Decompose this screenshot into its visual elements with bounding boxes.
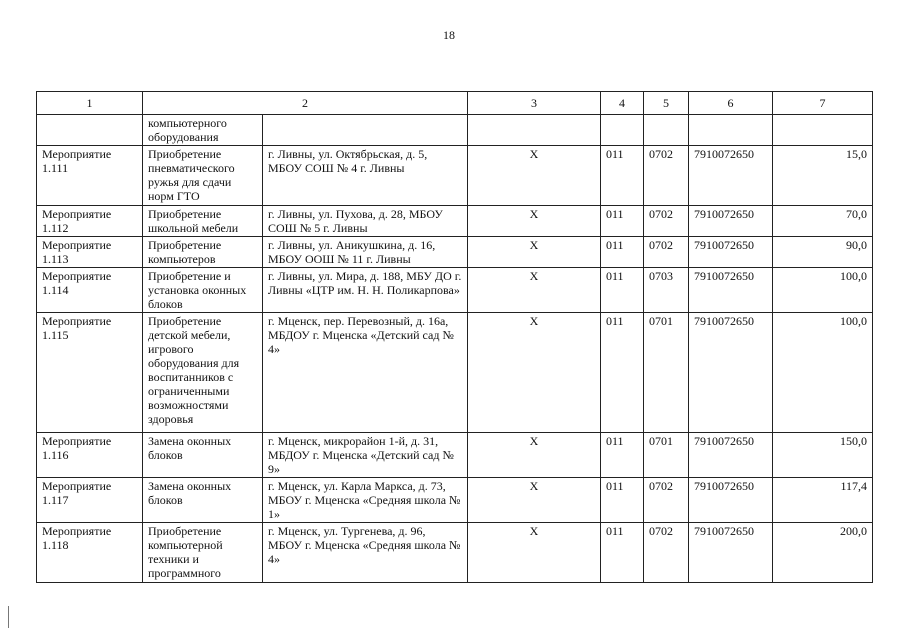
header-col-4: 4 <box>601 92 644 115</box>
name-cell: Приобретение пневматического ружья для сдачи норм ГТО <box>143 146 263 206</box>
code-4-cell: 011 <box>601 268 644 313</box>
budget-table <box>36 91 873 583</box>
amount-cell: 70,0 <box>773 206 873 237</box>
code-5-cell <box>644 115 689 146</box>
table-row <box>37 433 873 478</box>
code-5-cell: 0703 <box>644 268 689 313</box>
address-cell <box>263 115 468 146</box>
code-6-cell: 7910072650 <box>689 433 773 478</box>
event-cell: Мероприятие 1.118 <box>37 523 143 583</box>
table-row <box>37 237 873 268</box>
table-row <box>37 115 873 146</box>
table-row <box>37 478 873 523</box>
name-cell: Замена оконных блоков <box>143 433 263 478</box>
x-cell: X <box>468 478 601 523</box>
event-cell: Мероприятие 1.116 <box>37 433 143 478</box>
event-cell: Мероприятие 1.112 <box>37 206 143 237</box>
amount-cell: 100,0 <box>773 313 873 433</box>
x-cell: X <box>468 523 601 583</box>
table-row <box>37 268 873 313</box>
code-5-cell: 0702 <box>644 523 689 583</box>
code-6-cell: 7910072650 <box>689 523 773 583</box>
address-cell: г. Ливны, ул. Аникушкина, д. 16, МБОУ ООШ № 11 г. Ливны <box>263 237 468 268</box>
code-4-cell: 011 <box>601 313 644 433</box>
header-col-5: 5 <box>644 92 689 115</box>
code-5-cell: 0701 <box>644 433 689 478</box>
name-cell: компьютерного оборудования <box>143 115 263 146</box>
address-cell: г. Ливны, ул. Октябрьская, д. 5, МБОУ СОШ № 4 г. Ливны <box>263 146 468 206</box>
header-row <box>37 92 873 115</box>
table-row <box>37 523 873 583</box>
page-number: 18 <box>443 28 455 42</box>
address-cell: г. Ливны, ул. Пухова, д. 28, МБОУ СОШ № 5 г. Ливны <box>263 206 468 237</box>
amount-cell: 117,4 <box>773 478 873 523</box>
code-5-cell: 0702 <box>644 478 689 523</box>
amount-cell <box>773 115 873 146</box>
code-4-cell: 011 <box>601 433 644 478</box>
address-cell: г. Мценск, ул. Карла Маркса, д. 73, МБОУ г. Мценска «Средняя школа № 1» <box>263 478 468 523</box>
code-5-cell: 0701 <box>644 313 689 433</box>
code-4-cell: 011 <box>601 206 644 237</box>
event-cell: Мероприятие 1.113 <box>37 237 143 268</box>
x-cell: X <box>468 433 601 478</box>
amount-cell: 200,0 <box>773 523 873 583</box>
x-cell: X <box>468 268 601 313</box>
x-cell: X <box>468 313 601 433</box>
code-5-cell: 0702 <box>644 146 689 206</box>
header-col-6: 6 <box>689 92 773 115</box>
name-cell: Приобретение детской мебели, игрового оборудования для воспитанников с ограниченными возможностями здоровья <box>143 313 263 433</box>
event-cell: Мероприятие 1.117 <box>37 478 143 523</box>
code-6-cell: 7910072650 <box>689 313 773 433</box>
code-6-cell: 7910072650 <box>689 237 773 268</box>
scan-margin-mark <box>8 606 9 628</box>
amount-cell: 150,0 <box>773 433 873 478</box>
amount-cell: 15,0 <box>773 146 873 206</box>
event-cell: Мероприятие 1.111 <box>37 146 143 206</box>
code-4-cell <box>601 115 644 146</box>
header-col-7: 7 <box>773 92 873 115</box>
table-row <box>37 206 873 237</box>
x-cell <box>468 115 601 146</box>
table-row <box>37 146 873 206</box>
code-4-cell: 011 <box>601 237 644 268</box>
name-cell: Приобретение и установка оконных блоков <box>143 268 263 313</box>
event-cell: Мероприятие 1.115 <box>37 313 143 433</box>
header-col-1: 1 <box>37 92 143 115</box>
event-cell: Мероприятие 1.114 <box>37 268 143 313</box>
event-cell <box>37 115 143 146</box>
code-6-cell: 7910072650 <box>689 478 773 523</box>
x-cell: X <box>468 146 601 206</box>
header-col-3: 3 <box>468 92 601 115</box>
table-row <box>37 313 873 433</box>
name-cell: Замена оконных блоков <box>143 478 263 523</box>
code-4-cell: 011 <box>601 146 644 206</box>
address-cell: г. Мценск, ул. Тургенева, д. 96, МБОУ г. Мценска «Средняя школа № 4» <box>263 523 468 583</box>
code-5-cell: 0702 <box>644 206 689 237</box>
code-6-cell: 7910072650 <box>689 268 773 313</box>
address-cell: г. Мценск, пер. Перевозный, д. 16а, МБДОУ г. Мценска «Детский сад № 4» <box>263 313 468 433</box>
code-4-cell: 011 <box>601 523 644 583</box>
name-cell: Приобретение компьютерной техники и программного <box>143 523 263 583</box>
x-cell: X <box>468 237 601 268</box>
address-cell: г. Ливны, ул. Мира, д. 188, МБУ ДО г. Ливны «ЦТР им. Н. Н. Поликарпова» <box>263 268 468 313</box>
code-6-cell: 7910072650 <box>689 206 773 237</box>
name-cell: Приобретение школьной мебели <box>143 206 263 237</box>
x-cell: X <box>468 206 601 237</box>
code-6-cell <box>689 115 773 146</box>
code-5-cell: 0702 <box>644 237 689 268</box>
code-6-cell: 7910072650 <box>689 146 773 206</box>
code-4-cell: 011 <box>601 478 644 523</box>
address-cell: г. Мценск, микрорайон 1-й, д. 31, МБДОУ г. Мценска «Детский сад № 9» <box>263 433 468 478</box>
header-col-2: 2 <box>143 92 468 115</box>
name-cell: Приобретение компьютеров <box>143 237 263 268</box>
amount-cell: 90,0 <box>773 237 873 268</box>
amount-cell: 100,0 <box>773 268 873 313</box>
